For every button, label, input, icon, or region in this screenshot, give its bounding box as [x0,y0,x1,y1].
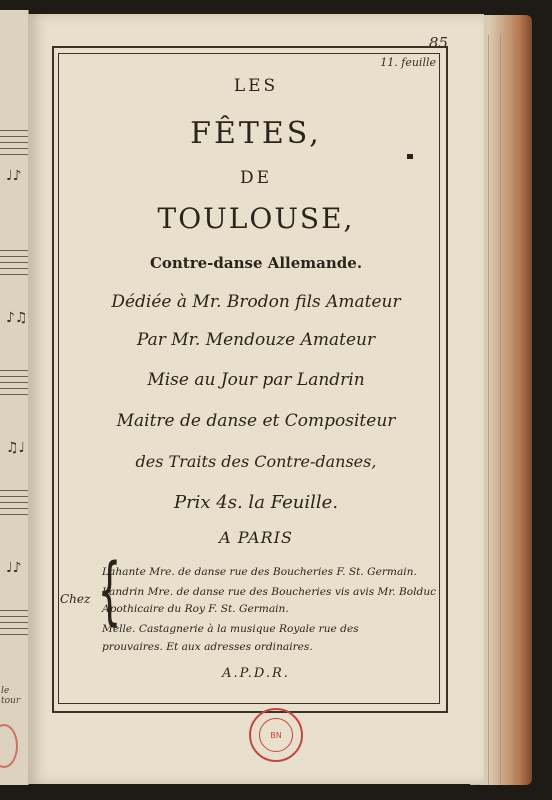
staff-line [0,628,28,629]
publisher-line: Mise au Jour par Landrin [147,370,365,390]
title-de: DE [239,168,273,188]
city: A PARIS [219,528,293,547]
staff-line [0,370,28,371]
title-fetes: FÊTES, [190,116,322,151]
address-line: Apothicaire du Roy F. St. Germain. [102,603,289,615]
staff-line [0,382,28,383]
library-stamp-icon [249,708,303,762]
staff-line [0,496,28,497]
music-notes-icon: ♪♫ [6,310,28,326]
staff-line [0,622,28,623]
staff-line [0,514,28,515]
address-line: Melle. Castagnerie à la musique Royale rue des [102,623,359,635]
staff-line [0,268,28,269]
staff-line [0,610,28,611]
title-les: LES [233,76,279,96]
staff-line [0,274,28,275]
staff-line [0,508,28,509]
publisher-works: des Traits des Contre-danses, [135,452,377,471]
address-line: prouvaires. Et aux adresses ordinaires. [102,641,313,653]
edge-line [500,35,501,785]
chez-label: Chez [60,592,91,606]
sheet-note: 11. feuille [380,56,436,69]
left-page-caption: le tour [1,686,21,706]
facing-music-page [0,10,29,785]
ornament-mark-icon [407,154,413,159]
staff-line [0,136,28,137]
staff-line [0,502,28,503]
stamp-center: BN [259,718,293,752]
staff-line [0,256,28,257]
address-line: Landrin Mre. de danse rue des Boucheries vis avis Mr. Bolduc [102,586,437,598]
music-notes-icon: ♫♩ [6,440,26,456]
music-notes-icon: ♩♪ [6,168,22,184]
title-toulouse: TOULOUSE, [157,202,355,235]
staff-line [0,490,28,491]
staff-line [0,250,28,251]
library-stamp-icon [0,724,18,768]
staff-line [0,154,28,155]
staff-line [0,262,28,263]
staff-line [0,394,28,395]
edge-line [488,35,489,785]
staff-line [0,388,28,389]
brace-icon: { [97,548,122,634]
folio-number: 85 [428,34,448,52]
music-notes-icon: ♩♪ [6,560,22,576]
staff-line [0,616,28,617]
subtitle: Contre-danse Allemande. [149,254,363,272]
author: Par Mr. Mendouze Amateur [136,330,376,350]
staff-line [0,376,28,377]
price: Prix 4s. la Feuille. [173,492,339,513]
staff-line [0,142,28,143]
edge-line [514,35,515,785]
dedication: Dédiée à Mr. Brodon fils Amateur [111,292,401,312]
publisher-title: Maitre de danse et Compositeur [116,411,396,431]
staff-line [0,130,28,131]
privilege-mark: A.P.D.R. [222,666,290,681]
staff-line [0,634,28,635]
address-line: Lahante Mre. de danse rue des Boucheries F. St. Germain. [102,566,417,578]
staff-line [0,148,28,149]
title-page [28,14,484,784]
